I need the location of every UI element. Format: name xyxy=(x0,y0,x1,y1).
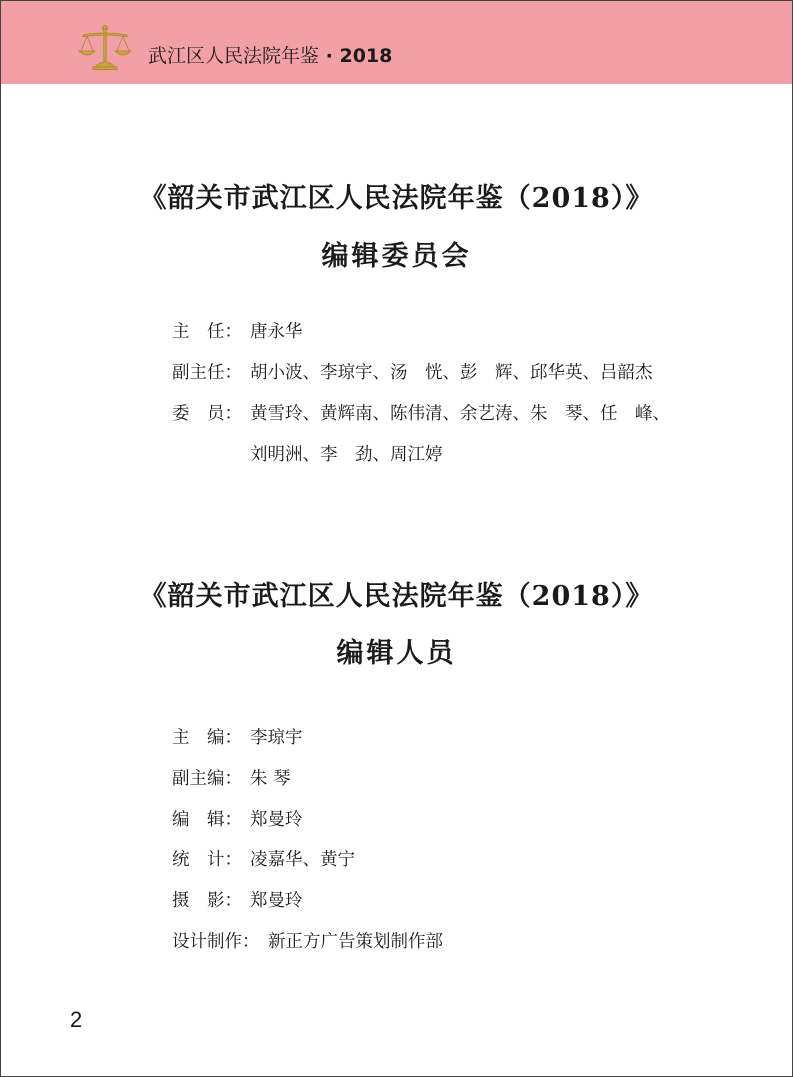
staff-row-label: 设计制作： xyxy=(172,932,260,952)
committee-row-value: 胡小波、李琼宇、汤 恍、彭 辉、邱华英、吕韶杰 xyxy=(250,363,653,383)
staff-row-label: 统 计： xyxy=(172,850,242,870)
committee-row-value: 黄雪玲、黄辉南、陈伟清、余艺涛、朱 琴、任 峰、 xyxy=(250,404,670,424)
committee-title-line2: 编辑委员会 xyxy=(321,241,472,272)
committee-row-director xyxy=(172,318,303,343)
staff-title-line1: 《韶关市武江区人民法院年鉴（2018）》 xyxy=(139,581,654,612)
committee-members-continuation: 刘明洲、李 劲、周江婷 xyxy=(250,445,443,465)
page-number: 2 xyxy=(70,1007,83,1032)
staff-row-editor xyxy=(172,806,303,831)
staff-row-value: 郑曼玲 xyxy=(250,810,303,830)
staff-title-line2: 编辑人员 xyxy=(336,638,457,669)
header-title-text: 武江区人民法院年鉴 xyxy=(148,45,320,67)
staff-row-value: 朱 琴 xyxy=(250,769,291,789)
staff-row-value: 郑曼玲 xyxy=(250,891,303,911)
committee-title-line1: 《韶关市武江区人民法院年鉴（2018）》 xyxy=(139,183,654,214)
committee-row-members xyxy=(172,400,670,425)
staff-row-chief-editor xyxy=(172,724,303,749)
committee-row-label: 委 员： xyxy=(172,404,242,424)
staff-row-label: 副主编： xyxy=(172,769,242,789)
header-separator: · xyxy=(319,45,340,67)
header-year: 2018 xyxy=(339,45,393,67)
committee-row-value: 唐永华 xyxy=(250,322,303,342)
header-band xyxy=(1,1,792,84)
staff-row-label: 编 辑： xyxy=(172,810,242,830)
staff-row-label: 摄 影： xyxy=(172,891,242,911)
staff-row-photography xyxy=(172,887,303,912)
committee-row-label: 主 任： xyxy=(172,322,242,342)
staff-row-deputy-editor xyxy=(172,765,291,790)
staff-row-value: 李琼宇 xyxy=(250,728,303,748)
header-title xyxy=(148,41,392,68)
staff-row-statistics xyxy=(172,846,355,871)
scales-of-justice-icon xyxy=(77,23,133,71)
staff-row-value: 新正方广告策划制作部 xyxy=(268,932,443,952)
staff-row-design xyxy=(172,928,443,953)
committee-row-label: 副主任： xyxy=(172,363,242,383)
committee-row-deputy xyxy=(172,359,653,384)
staff-row-value: 凌嘉华、黄宁 xyxy=(250,850,355,870)
staff-row-label: 主 编： xyxy=(172,728,242,748)
